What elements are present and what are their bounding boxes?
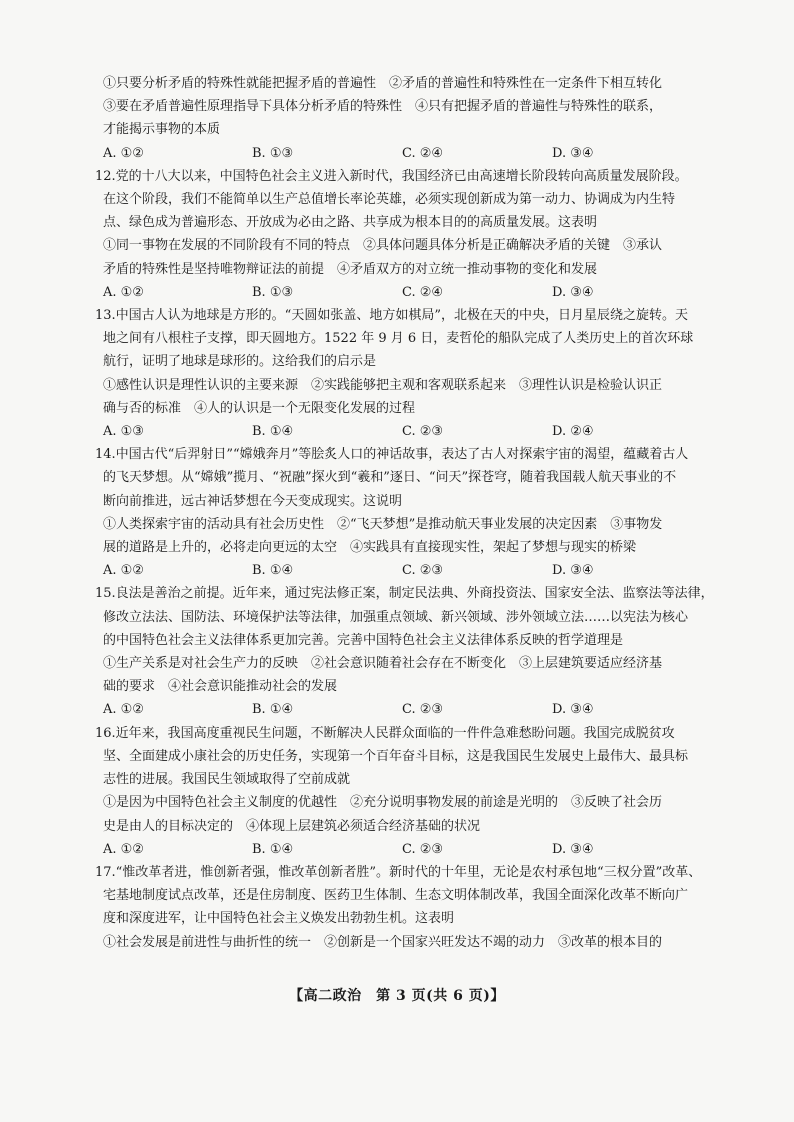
question-stem: 坚、全面建成小康社会的历史任务，实现第一个百年奋斗目标，这是我国民生发展史上最伟大、最具标 [103, 748, 689, 764]
question-12 [95, 165, 713, 304]
answer-choices [103, 142, 713, 165]
answer-choices [103, 559, 713, 582]
option-line: 确与否的标准 ④人的认识是一个无限变化发展的过程 [103, 400, 416, 416]
question-stem: 13.中国古人认为地球是方形的。“天圆如张盖、地方如棋局”，北极在天的中央，日月星辰绕之旋转。天 [95, 308, 688, 324]
choice-a: A. ①② [103, 563, 144, 579]
question-15 [95, 582, 714, 721]
choice-d: D. ③④ [552, 841, 594, 857]
answer-choices [103, 420, 713, 443]
question-stem: 12.党的十八大以来，中国特色社会主义进入新时代，我国经济已由高速增长阶段转向高质量发展阶段。 [95, 168, 688, 184]
answer-choices [103, 838, 713, 861]
question-13 [95, 304, 713, 443]
choice-d: D. ③④ [552, 563, 594, 579]
choice-a: A. ①② [103, 702, 144, 718]
question-stem: 航行，证明了地球是球形的。这给我们的启示是 [103, 354, 377, 370]
option-line: 才能揭示事物的本质 [103, 122, 221, 138]
answer-choices [103, 281, 713, 304]
option-line: ①是因为中国特色社会主义制度的优越性 ②充分说明事物发展的前途是光明的 ③反映了社会历 [103, 795, 663, 811]
question-stem: 17.“惟改革者进，惟创新者强，惟改革创新者胜”。新时代的十年里，无论是农村承包地“三权分置”改革、 [95, 864, 702, 880]
page-footer: 【高二政治 第 3 页(共 6 页)】 [289, 988, 505, 1004]
choice-c: C. ②③ [402, 702, 444, 718]
question-stem: 15.良法是善治之前提。近年来，通过宪法修正案，制定民法典、外商投资法、国家安全法、监察法等法律， [95, 586, 714, 602]
choice-c: C. ②④ [402, 284, 444, 300]
question-stem: 的中国特色社会主义法律体系更加完善。完善中国特色社会主义法律体系反映的哲学道理是 [103, 632, 624, 648]
choice-a: A. ①② [103, 841, 144, 857]
question-14 [95, 443, 713, 582]
option-line: ①生产关系是对社会生产力的反映 ②社会意识随着社会存在不断变化 ③上层建筑要适应经济基 [103, 656, 663, 672]
choice-b: B. ①④ [252, 702, 294, 718]
question-stem: 志性的进展。我国民生领域取得了空前成就 [103, 772, 351, 788]
option-line: 展的道路是上升的，必将走向更远的太空 ④实践具有直接现实性，架起了梦想与现实的桥梁 [103, 540, 637, 556]
option-line: 矛盾的特殊性是坚持唯物辩证法的前提 ④矛盾双方的对立统一推动事物的变化和发展 [103, 261, 598, 277]
choice-d: D. ③④ [552, 145, 594, 161]
question-stem: 修改立法法、国防法、环境保护法等法律，加强重点领域、新兴领域、涉外领域立法……以宪法为核心 [103, 609, 689, 625]
choice-b: B. ①③ [252, 284, 294, 300]
choice-c: C. ②③ [402, 424, 444, 440]
choice-d: D. ③④ [552, 702, 594, 718]
question-stem: 度和深度进军，让中国特色社会主义焕发出勃勃生机。这表明 [103, 911, 455, 927]
question-stem: 断向前推进，远古神话梦想在今天变成现实。这说明 [103, 493, 403, 509]
option-line: ①社会发展是前进性与曲折性的统一 ②创新是一个国家兴旺发达不竭的动力 ③改革的根本目的 [103, 934, 663, 950]
option-line: ①同一事物在发展的不同阶段有不同的特点 ②具体问题具体分析是正确解决矛盾的关键 ③承认 [103, 238, 663, 254]
choice-c: C. ②③ [402, 563, 444, 579]
choice-a: A. ①② [103, 145, 144, 161]
choice-b: B. ①④ [252, 424, 294, 440]
question-stem: 16.近年来，我国高度重视民生问题，不断解决人民群众面临的一件件急难愁盼问题。我国完成脱贫攻 [95, 725, 675, 741]
question-stem: 14.中国古代“后羿射日”“嫦娥奔月”等脍炙人口的神话故事，表达了古人对探索宇宙的渴望，蕴藏着古人 [95, 447, 689, 463]
option-line: ①感性认识是理性认识的主要来源 ②实践能够把主观和客观联系起来 ③理性认识是检验认识正 [103, 377, 663, 393]
question-stem: 宅基地制度试点改革，还是住房制度、医药卫生体制、生态文明体制改革，我国全面深化改革不断向广 [103, 888, 689, 904]
question-16 [95, 722, 713, 861]
question-11-continued [103, 72, 713, 165]
choice-b: B. ①③ [252, 145, 294, 161]
option-line: ①人类探索宇宙的活动具有社会历史性 ②“飞天梦想”是推动航天事业发展的决定因素 ③事物发 [103, 516, 663, 532]
question-stem: 地之间有八根柱子支撑，即天圆地方。1522 年 9 月 6 日，麦哲伦的船队完成了人类历史上的首次环球 [103, 331, 694, 347]
choice-b: B. ①④ [252, 841, 294, 857]
choice-a: A. ①② [103, 284, 144, 300]
question-stem: 的飞天梦想。从“嫦娥”揽月、“祝融”探火到“羲和”逐日、“问天”探苍穹，随着我国载人航天事业的不 [103, 470, 677, 486]
question-stem: 在这个阶段，我们不能简单以生产总值增长率论英雄，必须实现创新成为第一动力、协调成为内生特 [103, 192, 676, 208]
option-line: 史是由人的目标决定的 ④体现上层建筑必须适合经济基础的状况 [103, 818, 481, 834]
question-17 [95, 861, 713, 954]
option-line: ③要在矛盾普遍性原理指导下具体分析矛盾的特殊性 ④只有把握矛盾的普遍性与特殊性的联系， [103, 99, 663, 115]
questions-area [95, 72, 714, 954]
choice-a: A. ①③ [103, 424, 144, 440]
choice-d: D. ②④ [552, 424, 594, 440]
choice-b: B. ①④ [252, 563, 294, 579]
question-stem: 点、绿色成为普遍形态、开放成为必由之路、共享成为根本目的的高质量发展。这表明 [103, 215, 598, 231]
option-line: ①只要分析矛盾的特殊性就能把握矛盾的普遍性 ②矛盾的普遍性和特殊性在一定条件下相互转化 [103, 76, 663, 91]
choice-d: D. ③④ [552, 284, 594, 300]
choice-c: C. ②③ [402, 841, 444, 857]
answer-choices [103, 698, 713, 721]
choice-c: C. ②④ [402, 145, 444, 161]
option-line: 础的要求 ④社会意识能推动社会的发展 [103, 679, 338, 695]
